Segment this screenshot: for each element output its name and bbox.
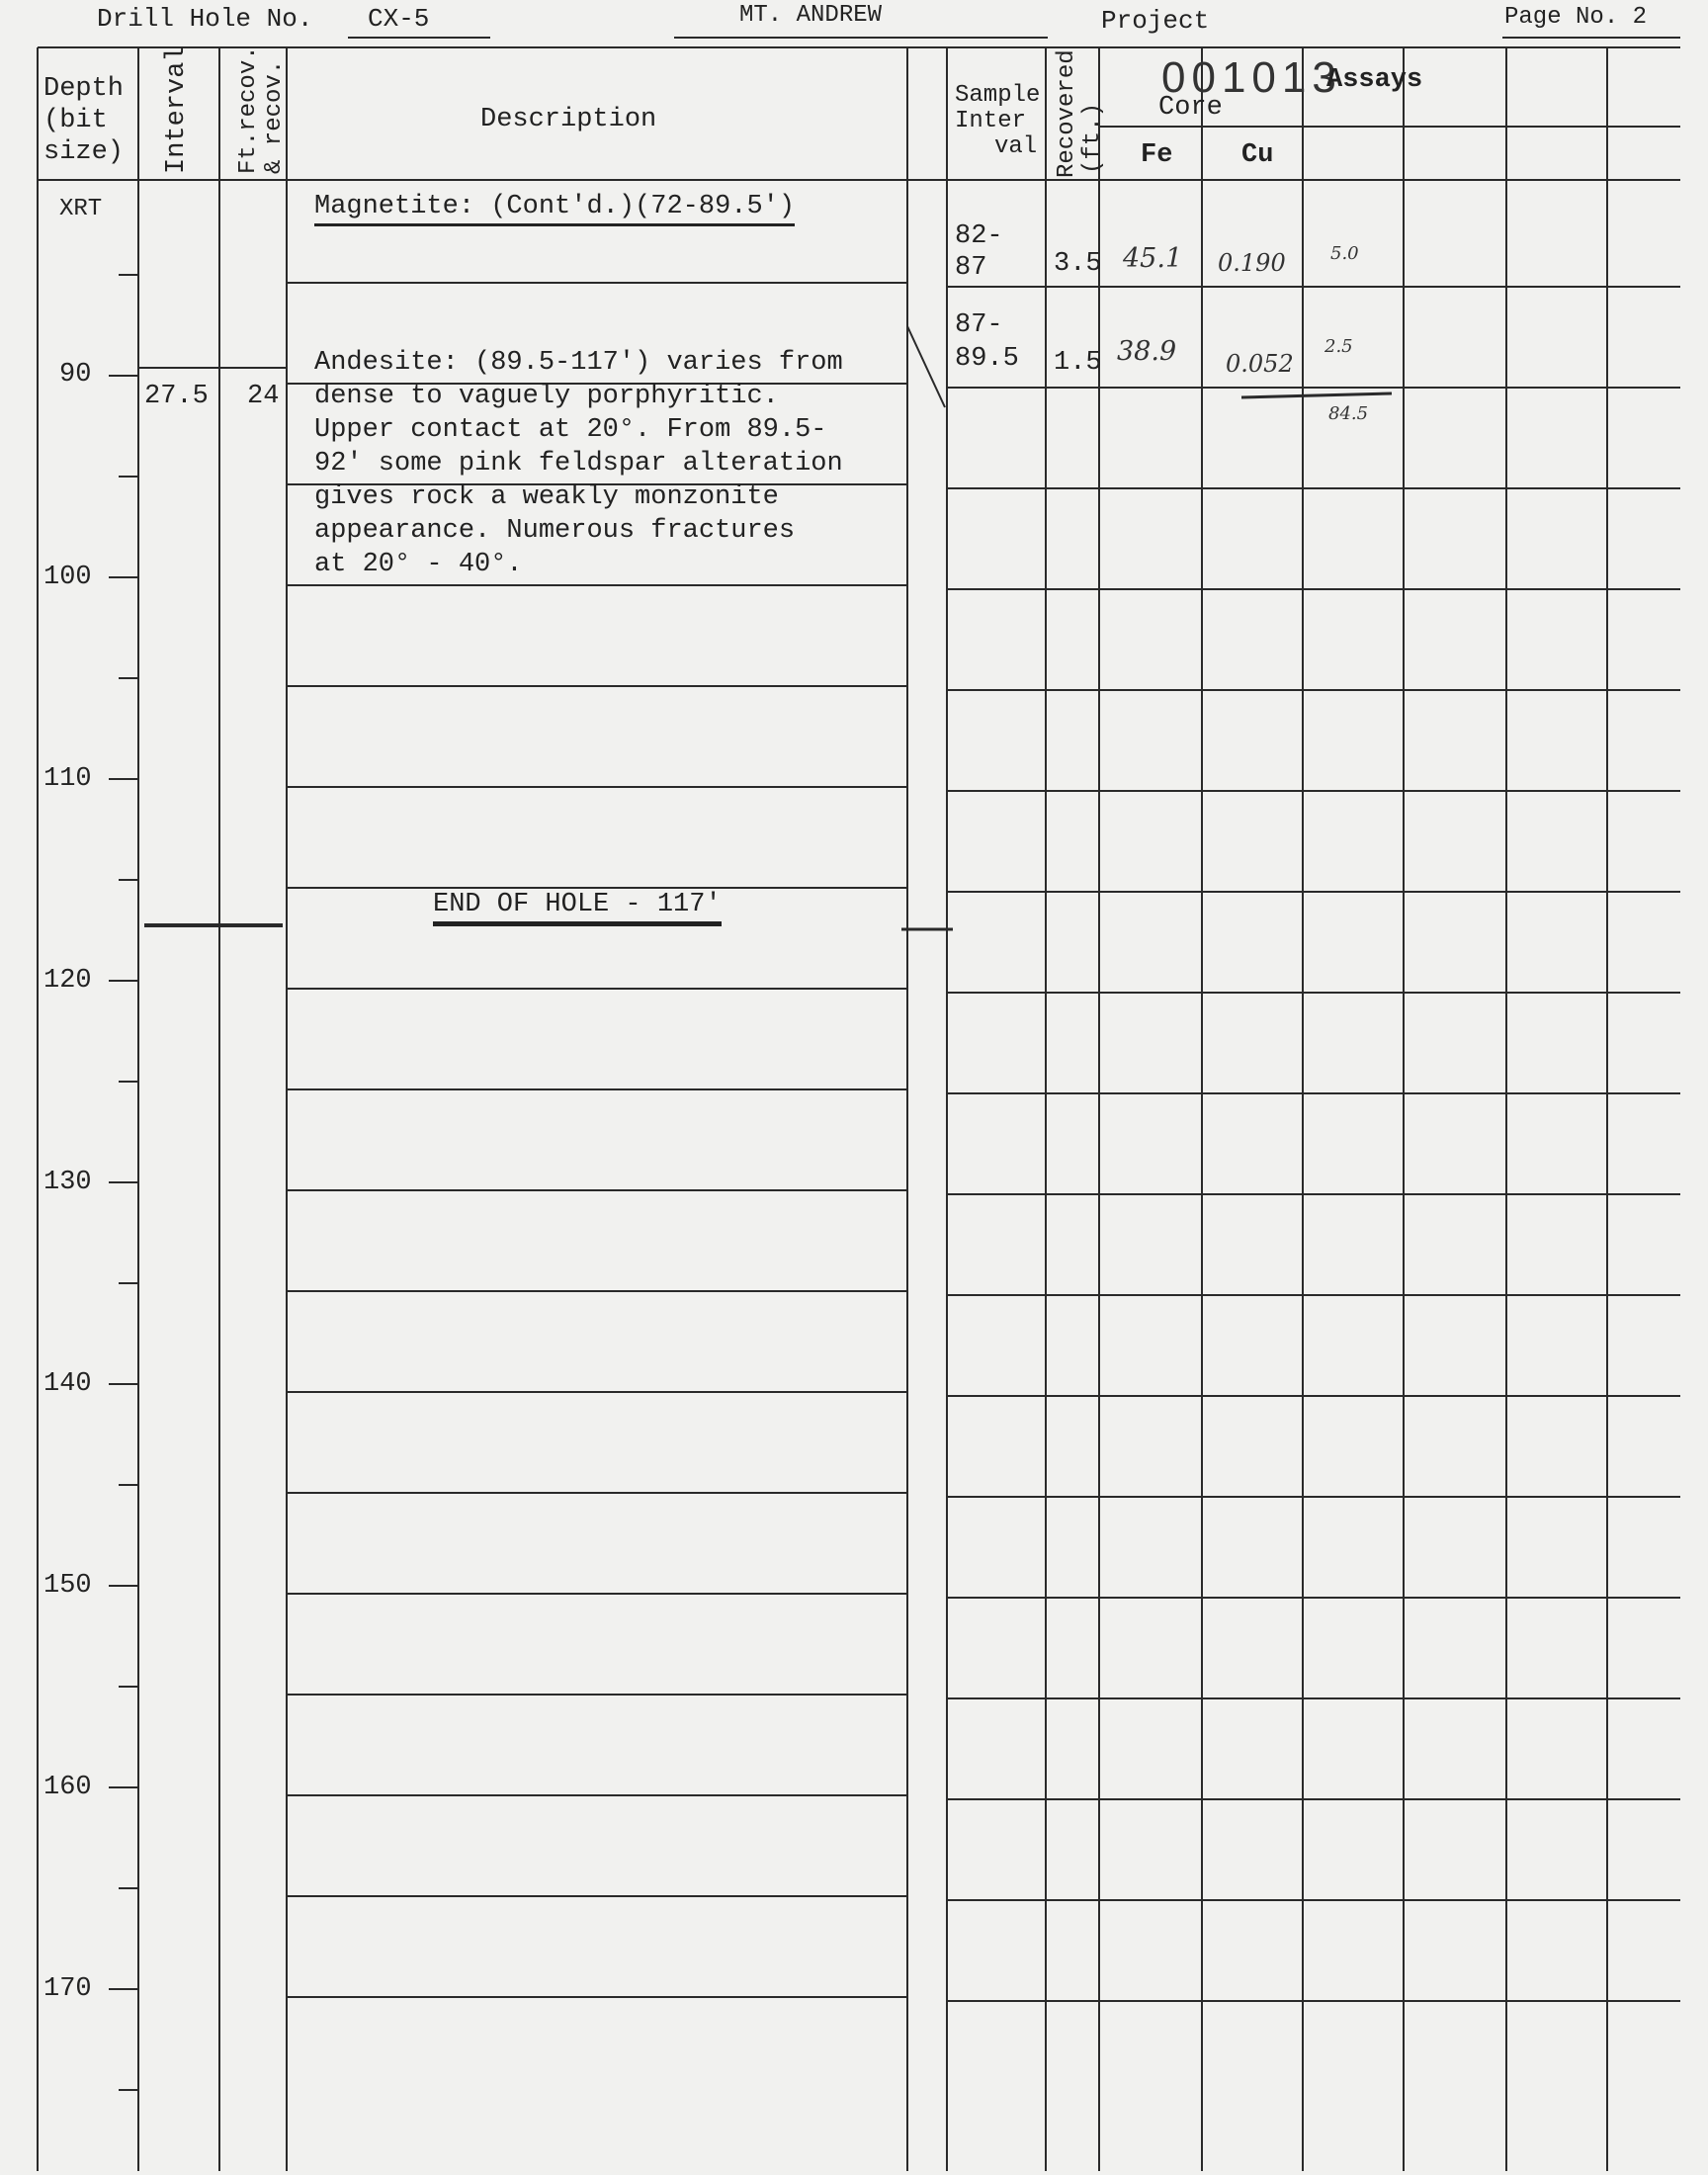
sample-2-interval-top: 87- <box>955 310 1003 340</box>
andesite-line-3: Upper contact at 20°. From 89.5- <box>314 415 827 445</box>
drill-hole-label: Drill Hole No. <box>97 4 313 34</box>
sample-interval-header <box>955 83 1040 160</box>
sample-2-cu: 0.052 <box>1226 350 1294 378</box>
interval-value: 27.5 <box>144 382 209 411</box>
depth-label-140: 140 <box>43 1369 92 1399</box>
end-of-hole-label: END OF HOLE - 117' <box>433 890 722 926</box>
depth-label-120: 120 <box>43 966 92 996</box>
sample-2-extra: 2.5 <box>1324 336 1353 357</box>
sample-2-recovered: 1.5 <box>1054 348 1102 378</box>
description-column-header: Description <box>480 105 657 134</box>
sample-1-fe: 45.1 <box>1123 243 1183 274</box>
depth-label-150: 150 <box>43 1571 92 1601</box>
depth-label-110: 110 <box>43 764 92 794</box>
sample-2-fe: 38.9 <box>1117 336 1177 367</box>
depth-header-line-3: size) <box>43 137 125 167</box>
magnetite-description: Magnetite: (Cont'd.)(72-89.5') <box>314 192 795 226</box>
depth-header-line-1: Depth <box>43 74 125 104</box>
stamp-number: 001013 <box>1161 53 1342 102</box>
sample-header-line-3: val <box>994 133 1038 160</box>
recovery-value: 24 <box>247 382 280 411</box>
depth-label-130: 130 <box>43 1168 92 1197</box>
sample-1-extra: 5.0 <box>1330 243 1359 264</box>
recovered-header-line-1: Recovered <box>1054 49 1080 178</box>
depth-label-90: 90 <box>59 360 92 390</box>
recovery-header-line-1: Ft.recov. <box>235 45 262 174</box>
page-number: Page No. 2 <box>1504 4 1648 31</box>
contact-slant-line <box>907 326 945 407</box>
andesite-line-7: at 20° - 40°. <box>314 550 523 579</box>
depth-label-170: 170 <box>43 1974 92 2004</box>
depth-label-100: 100 <box>43 563 92 592</box>
sample-2-interval-bottom: 89.5 <box>955 344 1019 374</box>
extra-total: 84.5 <box>1328 403 1369 424</box>
sample-1-interval-top: 82- <box>955 221 1003 251</box>
andesite-line-5: gives rock a weakly monzonite <box>314 482 779 512</box>
depth-column-header <box>43 73 124 168</box>
andesite-line-4: 92' some pink feldspar alteration <box>314 449 843 478</box>
sample-header-line-2: Inter <box>955 108 1027 134</box>
sample-1-recovered: 3.5 <box>1054 249 1102 279</box>
sample-header-line-1: Sample <box>955 82 1041 109</box>
recovered-header-line-2: (ft.) <box>1079 102 1106 174</box>
andesite-line-6: appearance. Numerous fractures <box>314 516 796 546</box>
cu-header: Cu <box>1241 140 1274 170</box>
andesite-line-2: dense to vaguely porphyritic. <box>314 382 779 411</box>
andesite-description <box>314 346 843 581</box>
recovery-header-line-2: & recov. <box>261 59 288 174</box>
core-header: Core <box>1158 93 1223 123</box>
drill-hole-value: CX-5 <box>368 4 430 34</box>
location-name: MT. ANDREW <box>739 2 883 29</box>
project-label: Project <box>1101 6 1210 36</box>
sample-1-cu: 0.190 <box>1218 249 1286 277</box>
depth-label-xrt: XRT <box>59 196 103 222</box>
interval-column-header: Interval <box>162 45 192 174</box>
assay-underline <box>1241 393 1392 397</box>
sample-1-interval-bottom: 87 <box>955 253 987 283</box>
assays-header: Assays <box>1326 65 1423 95</box>
depth-header-line-2: (bit <box>43 106 108 135</box>
andesite-line-1: Andesite: (89.5-117') varies from <box>314 348 843 378</box>
depth-label-160: 160 <box>43 1773 92 1802</box>
fe-header: Fe <box>1141 140 1173 170</box>
